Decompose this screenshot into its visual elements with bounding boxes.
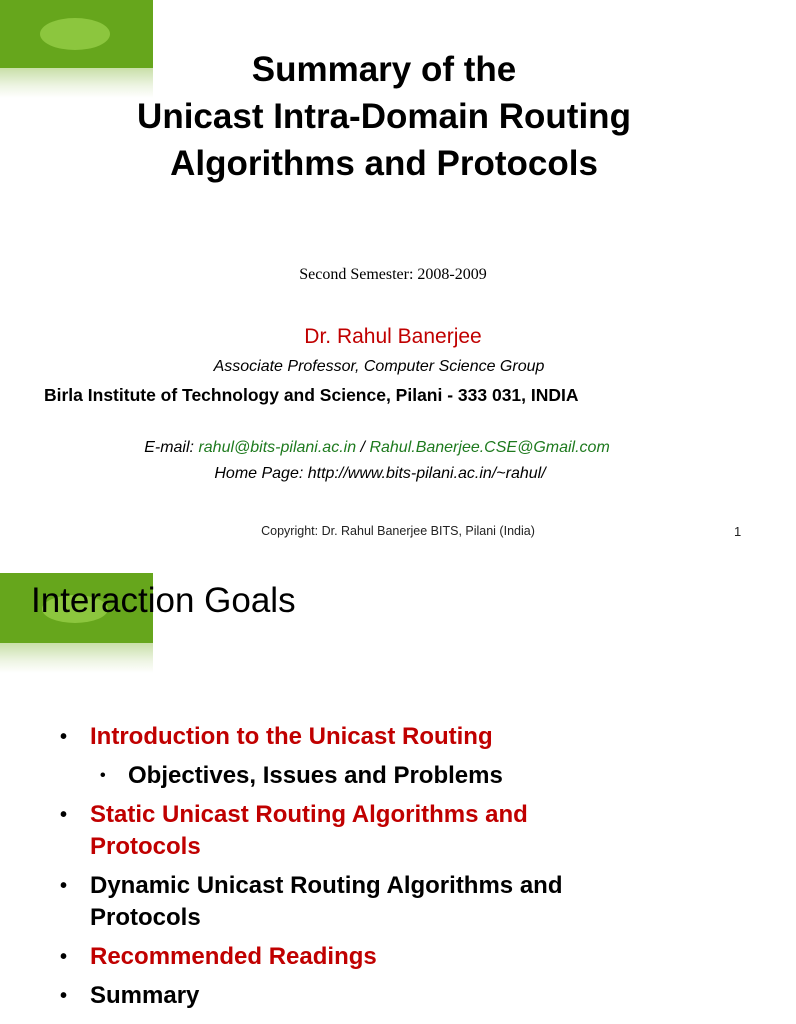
agenda-item-text: Dynamic Unicast Routing Algorithms and Protocols bbox=[90, 872, 563, 931]
agenda-item-text: Recommended Readings bbox=[90, 943, 377, 970]
email-label: E-mail: bbox=[144, 439, 199, 456]
email-separator: / bbox=[356, 439, 370, 456]
bullet-icon: • bbox=[60, 804, 68, 826]
email-link-primary[interactable]: rahul@bits-pilani.ac.in bbox=[198, 439, 357, 456]
email-link-secondary[interactable]: Rahul.Banerjee.CSE@Gmail.com bbox=[369, 439, 610, 456]
agenda-item bbox=[0, 799, 620, 863]
title-line: Algorithms and Protocols bbox=[170, 144, 598, 183]
agenda-item bbox=[0, 980, 620, 1012]
page-number: 1 bbox=[734, 524, 742, 539]
corner-gradient-band bbox=[0, 643, 153, 673]
bullet-icon: • bbox=[100, 767, 106, 784]
agenda-item bbox=[0, 721, 620, 753]
bullet-icon: • bbox=[60, 946, 68, 968]
bullet-icon: • bbox=[60, 985, 68, 1007]
title-line: Unicast Intra-Domain Routing bbox=[137, 97, 631, 136]
bullet-icon: • bbox=[60, 875, 68, 897]
email-line bbox=[0, 439, 754, 457]
institute-name: Birla Institute of Technology and Science, Pilani - 333 031, INDIA bbox=[44, 385, 579, 405]
slide-title bbox=[0, 46, 768, 187]
agenda-item bbox=[0, 870, 620, 934]
agenda-item-text: Introduction to the Unicast Routing bbox=[90, 723, 493, 750]
title-line: Summary of the bbox=[251, 50, 517, 89]
agenda-list bbox=[0, 721, 768, 1019]
bullet-icon: • bbox=[60, 726, 68, 748]
semester-text: Second Semester: 2008-2009 bbox=[299, 266, 487, 283]
author-name: Dr. Rahul Banerjee bbox=[304, 325, 482, 348]
agenda-subitem bbox=[0, 760, 768, 792]
homepage-line: Home Page: http://www.bits-pilani.ac.in/~rahul/ bbox=[214, 465, 546, 482]
agenda-item-text: Static Unicast Routing Algorithms and Protocols bbox=[90, 801, 528, 860]
agenda-item-text: Objectives, Issues and Problems bbox=[128, 762, 503, 789]
agenda-slide bbox=[0, 573, 768, 1024]
agenda-item bbox=[0, 941, 620, 973]
agenda-item-text: Summary bbox=[90, 982, 200, 1009]
author-position: Associate Professor, Computer Science Group bbox=[213, 358, 545, 375]
copyright-footer: Copyright: Dr. Rahul Banerjee BITS, Pilani (India) bbox=[261, 524, 535, 538]
slide-title: Interaction Goals bbox=[31, 581, 296, 620]
